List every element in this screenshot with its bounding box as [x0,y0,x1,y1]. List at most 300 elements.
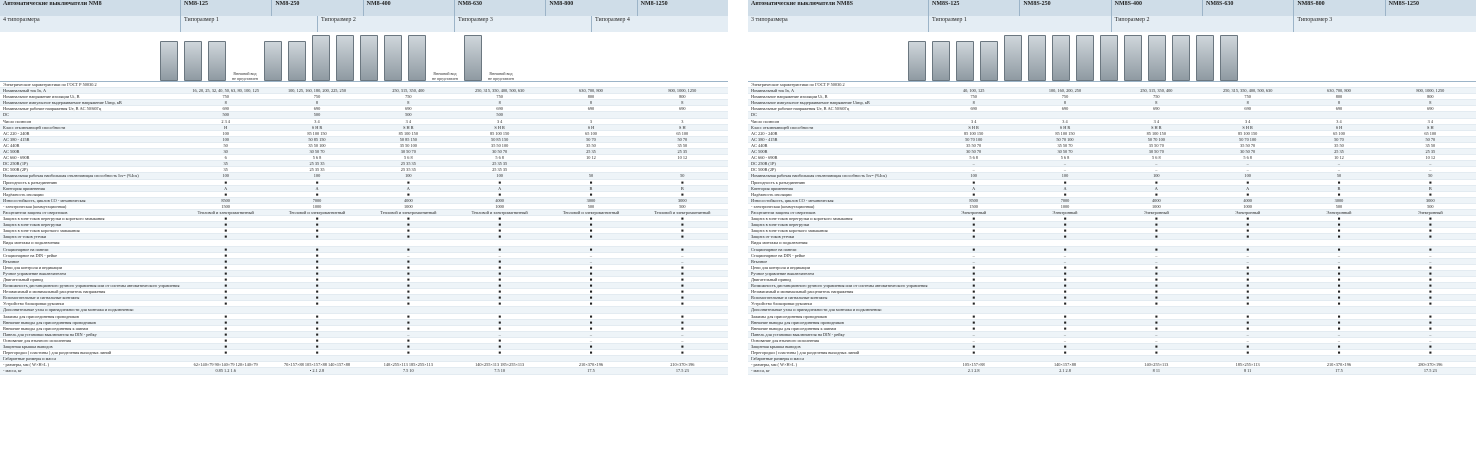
right-title: Автоматические выключатели NM8S [751,1,853,7]
row-value: ■ [1429,270,1432,276]
row-value: ■ [1246,325,1249,331]
row-value [1111,356,1202,361]
row-value [545,82,636,87]
row-value: ■ [1429,234,1432,240]
row-value: ■ [589,289,593,295]
row-value [637,240,728,245]
row-value: – [1429,161,1432,167]
row-label: Втычное [3,258,20,264]
row-value: ■ [1246,289,1249,295]
row-value: ■ [224,350,227,356]
row-label: Цепи для контроля и индикации [3,264,63,270]
row-value [180,82,271,87]
row-value: – [589,337,593,343]
image-note: Внешний вид не представлен [432,71,458,81]
row-value: – [498,252,501,258]
row-value: ■ [589,264,593,270]
right-product-images [748,32,1476,82]
row-label: Номинальные рабочие напряжения Ue, В AC 50/60Гц [751,106,850,112]
row-value [271,307,362,312]
row-value: Электронный [1052,209,1078,215]
row-value: 1500 [221,203,230,209]
row-value: – [1337,252,1341,258]
row-value: ■ [498,277,501,282]
right-header-row [748,0,1476,16]
row-value: 1000 [1152,203,1161,209]
row-value: 250, 315, 350, 400 [392,88,425,94]
row-value: ■ [1063,295,1067,301]
row-value: – [589,258,593,264]
row-value: ■ [224,252,227,258]
row-value: 800, 1000, 1250 [1416,88,1445,94]
row-label: Устройство блокировки рукоятки [751,301,812,307]
row-value: 140×157×88 [1053,362,1077,368]
row-label: AC 220 - 240В [3,130,30,136]
row-label: Габаритные размеры и масса [751,356,805,362]
row-value [1202,82,1293,87]
row-value: 8 [407,100,410,106]
row-value: ■ [224,191,227,197]
row-value: 3 [681,118,684,124]
row-value [637,307,728,312]
row-value [545,112,636,117]
row-value: – [681,252,684,258]
row-value: ■ [589,234,593,240]
row-label: Панель для установки выключателя на DIN - рейку [751,331,845,337]
row-label: - размеры, мм ( W×H×L ) [751,362,798,368]
row-value: 8 [224,100,227,106]
row-label: Номинальное напряжение изоляции Ui, В [751,94,828,100]
row-value: ■ [1155,216,1158,222]
row-value: ■ [589,191,593,197]
row-value: ■ [224,270,227,276]
row-value: ■ [1063,289,1067,295]
row-label: DC 500В (2P) [3,167,28,173]
row-label: Стационарное на панели [3,246,49,252]
row-value: ■ [1429,191,1432,197]
row-label: Число полюсов [3,118,32,124]
row-label: Надёжность изоляции [3,191,44,197]
row-value: A [972,185,976,191]
row-value: H [224,124,228,130]
row-value: ■ [589,283,593,289]
row-label: Двигательный привод [751,277,792,282]
row-value: Тепловой и электромагнитный [380,209,437,215]
row-value: 50 70 100 [1056,136,1074,142]
row-value: 690 [1335,106,1343,112]
row-value: – [681,337,684,343]
row-value: ■ [407,313,410,319]
row-value: 10 12 [1334,155,1344,161]
row-label: Вспомогательные и сигнальные контакты [3,295,80,301]
row-value: ■ [681,191,684,197]
row-value: 30 50 70 [400,149,416,155]
row-value: – [681,258,684,264]
row-value: 25 35 35 [492,161,508,167]
row-value: ■ [681,270,684,276]
breaker-image [360,35,378,81]
row-value: ■ [315,252,319,258]
row-value: ■ [1063,228,1067,234]
row-value: ■ [498,191,501,197]
row-value: 8 11 [1243,368,1252,374]
row-value: ■ [1337,325,1341,331]
row-value: ■ [589,295,593,301]
row-value: – [1337,331,1341,337]
row-value: ■ [1429,344,1432,350]
row-value: ■ [1063,313,1067,319]
row-value: ■ [1063,325,1067,331]
row-value: 17.5 [587,368,595,374]
row-value: – [1246,161,1249,167]
row-label: AC 380 - 415В [751,136,778,142]
row-value: ■ [1429,319,1432,325]
row-value: ■ [1155,301,1158,307]
row-value: ■ [589,246,593,252]
breaker-image [160,41,178,81]
row-value: 3 4 [970,118,977,124]
row-value: 100, 125, 160, 180, 200, 225, 250 [287,88,346,94]
row-value: 30 50 70 [1148,149,1164,155]
row-label: Защита в зоне токов перегрузки и короткого замыкания [3,216,105,222]
row-value [928,82,1019,87]
row-value: 500 [1335,203,1343,209]
row-label: Число полюсов [751,118,780,124]
row-value: 5 6 8 [1152,155,1161,161]
row-value: 800 [587,94,595,100]
row-value: 100 [405,173,412,179]
row-label: Виды монтажа и подключения: [751,240,809,246]
row-value: – [407,252,410,258]
row-value: 50 [680,173,685,179]
row-value: ■ [1337,191,1341,197]
row-value [1019,82,1110,87]
row-value: 25 35 35 [400,167,416,173]
row-value: 50 85 150 [308,136,326,142]
row-value: 690 [1153,106,1160,112]
row-label: - электрическая (коммутационная) [3,203,67,209]
row-value: 1000 [1243,203,1252,209]
row-value: A [224,185,228,191]
row-label: Защита в зоне токов перегрузки [3,222,62,228]
row-value: 1000 [404,203,413,209]
row-value [271,356,362,361]
row-value: 500 [496,112,503,118]
breaker-image [288,41,306,81]
row-label: Категория применения [3,185,45,191]
row-value: ■ [1246,350,1249,356]
row-value: ■ [681,325,684,331]
row-value: 8 [1246,100,1249,106]
row-value: – [1246,331,1249,337]
row-value: ■ [1246,319,1249,325]
row-value: ■ [315,234,319,240]
right-model-5: NM8S-800 [1293,0,1384,16]
row-value: 35 50 70 [1057,142,1073,148]
right-model-3: NM8S-400 [1111,0,1202,16]
row-label: Зажимы для присоединения проводников [3,313,79,319]
row-value: – [1429,252,1432,258]
row-value: ■ [1246,222,1249,228]
row-value: ■ [498,228,501,234]
row-value: S H R [494,124,505,130]
row-value: 1000 [1060,203,1070,209]
row-value [545,356,636,361]
row-value [1293,356,1384,361]
right-model-6: NM8S-1250 [1385,0,1476,16]
row-value: 3 4 [1336,118,1342,124]
row-value: 100 [1244,173,1251,179]
row-value: Электронный [1326,209,1352,215]
row-value: 35 50 100 [308,142,326,148]
right-model-4: NM8S-630 [1202,0,1293,16]
row-label: Пригодность к разъединению [3,179,58,185]
row-value: Тепловой и электромагнитный [562,209,620,215]
row-value: ■ [1337,289,1341,295]
row-value: 3000 [1426,197,1435,203]
left-size-row [0,16,728,32]
row-value: 2.1 2.8 [967,368,980,374]
row-value: 8500 [221,197,230,203]
row-label: Расцепители защиты от сверхтоков [3,209,68,215]
row-value: 3 4 [1244,118,1251,124]
row-value [1111,240,1202,245]
row-value: ■ [972,179,975,185]
row-value: 50 70 [1334,136,1344,142]
row-value: ■ [407,337,410,343]
row-value: 500 [1427,203,1434,209]
row-value: 800 [1335,94,1343,100]
breaker-image [208,41,226,81]
row-value: ■ [407,179,410,185]
row-value: ■ [498,350,501,356]
row-value: – [1155,252,1158,258]
row-value: – [972,167,975,173]
row-value: 750 [1153,94,1160,100]
row-value: ■ [315,283,319,289]
row-value: ■ [407,246,410,252]
row-value: S H R [1242,124,1253,130]
row-value: ■ [681,344,684,350]
row-label: - электрическая (коммутационная) [751,203,815,209]
row-label: Внешние выводы для присоединения к шинам [3,325,89,331]
row-value: ■ [315,325,319,331]
row-value: ■ [224,283,227,289]
left-model-1: NM8-125 [180,0,271,16]
breaker-image [980,41,998,81]
row-value: ■ [972,283,975,289]
row-value: ■ [407,350,410,356]
row-value: ■ [972,319,975,325]
row-value: 690 [496,106,503,112]
row-value: 1000 [312,203,322,209]
row-value: 65 100 [676,130,689,136]
row-value: ■ [972,216,975,222]
row-value: 690 [1244,106,1251,112]
row-value: ■ [1063,277,1067,282]
row-value: – [681,331,684,337]
breaker-image [1052,35,1070,81]
row-label: AC 440В [751,142,768,148]
row-label: - масса, кг [751,368,770,374]
row-value: 800, 1000, 1250 [668,88,697,94]
row-value: 4000 [404,197,413,203]
breaker-image [264,41,282,81]
row-label: Защитная крышка выводов [3,344,53,350]
row-value [637,167,728,172]
row-value: 7.5 10 [494,368,506,374]
row-value: 3000 [586,197,596,203]
row-value: ■ [407,270,410,276]
row-value: ■ [315,246,319,252]
row-label: Защитная крышка выводов [751,344,801,350]
breaker-image [1004,35,1022,81]
row-value: 35 50 70 [966,142,982,148]
row-value: 85 100 150 [489,130,510,136]
row-value: 140×255×113 185×255×113 [383,362,433,368]
row-value: 5 6 8 [1060,155,1070,161]
row-value [454,82,545,87]
row-value: 630, 700, 800 [579,88,603,94]
page-gutter [728,0,748,467]
row-value: ■ [589,228,593,234]
row-value: ■ [589,350,593,356]
row-value: 35 50 [1425,142,1436,148]
row-label: Независимый и минимальный расцепитель напряжения [3,289,106,295]
row-value: 8 [315,100,319,106]
row-value: ■ [1337,301,1341,307]
row-label: Возможность дистанционного ручного управления или от системы автоматического управления [751,283,928,289]
row-value: S H R [1059,124,1071,130]
row-value: Тепловой и электромагнитный [471,209,528,215]
row-value: 750 [222,94,229,100]
right-spec-table [748,82,1476,375]
row-value: S H R [403,124,414,130]
row-value: ■ [1155,179,1158,185]
row-value: ■ [407,216,410,222]
row-value: ■ [407,264,410,270]
row-value: ■ [1337,270,1341,276]
row-value: ■ [589,179,593,185]
row-value: 5 6 8 [312,155,322,161]
row-value: ■ [681,283,684,289]
row-label: Ручное управление выключателем [751,270,814,276]
row-value: ■ [315,319,319,325]
row-value: – [1155,161,1158,167]
row-value [1293,240,1384,245]
row-value: ■ [1246,264,1249,270]
left-spec-table [0,82,728,375]
left-size-4: Типоразмер 4 [591,16,728,32]
row-value: • 2.1 2.8 [309,368,325,374]
breaker-image [184,41,202,81]
row-value [1111,82,1202,87]
row-value: Электронный [961,209,987,215]
row-value: 100 [1061,173,1069,179]
row-value: 210×370×196 [578,362,604,368]
row-value: ■ [1155,325,1158,331]
row-value: 100 [222,173,229,179]
breaker-image [1172,35,1190,81]
row-value: ■ [972,301,975,307]
left-subtitle: 4 типоразмера [3,17,40,23]
row-value: ■ [498,234,501,240]
row-value: ■ [407,277,410,282]
row-value: 85 100 150 [398,130,418,136]
row-value: ■ [589,270,593,276]
row-label: Номинальная рабочая наибольшая отключающая способность Ics= (%Icu) [751,173,887,179]
image-note: Внешний вид не представлен [232,71,258,81]
row-value: ■ [1063,283,1067,289]
row-value: – [1063,331,1067,337]
row-label: Номинальные рабочие напряжения Ue, В AC 50/60Гц [3,106,102,112]
row-value: 16, 20, 25, 32, 40, 50, 63, 80, 100, 125 [192,88,259,94]
row-value: ■ [407,228,410,234]
row-value: Тепловой и электромагнитный [288,209,346,215]
row-value: ■ [224,337,227,343]
row-value: – [1337,337,1341,343]
row-value: ■ [589,325,593,331]
row-value: 35 50 100 [491,142,509,148]
row-value [1202,240,1293,245]
row-value: ■ [589,313,593,319]
row-label: Защита от токов утечки [751,234,795,240]
row-value: 3 4 [1153,118,1159,124]
row-label: Номинальное импульсное выдерживаемое напряжение Uimp, кВ [3,100,122,106]
row-value: ■ [1246,179,1249,185]
row-label: Защита в зоне токов перегрузки и короткого замыкания [751,216,853,222]
row-value: 4000 [1243,197,1252,203]
row-value: 100 [496,173,503,179]
row-label: Категория применения [751,185,793,191]
row-value: 8 [1429,100,1432,106]
row-label: AC 380 - 415В [3,136,30,142]
row-value: ■ [1246,216,1249,222]
row-value: 50 85 150 [399,136,417,142]
row-value: 17.5 23 [675,368,689,374]
row-value: ■ [1429,325,1432,331]
row-value: 35 50 [677,142,688,148]
row-value: – [1246,167,1249,173]
row-label: Двигательный привод [3,277,44,282]
row-value: ■ [498,344,501,350]
row-value: 3000 [1334,197,1344,203]
row-value [1385,356,1476,361]
row-value: 5 6 8 [404,155,413,161]
row-value: 100 [1153,173,1160,179]
row-value: 630, 700, 800 [1327,88,1351,94]
row-label: Номинальная рабочая наибольшая отключающая способность Ics= (%Icu) [3,173,139,179]
row-label: Номинальный ток In, А [3,88,47,94]
row-value: ■ [1429,289,1432,295]
row-value: ■ [315,270,319,276]
breaker-image [336,35,354,81]
row-value [1385,240,1476,245]
row-value [1019,112,1110,117]
row-value: 500 [313,112,321,118]
row-value: 65 100 [1424,130,1437,136]
row-value: 140×255×113 [1144,362,1169,368]
row-value: 35 50 [586,142,596,148]
row-value: ■ [1155,319,1158,325]
row-value: 50 70 [1425,136,1436,142]
row-label: Зажимы для присоединения проводников [751,313,827,319]
row-value: 250, 315, 350, 400 [1140,88,1173,94]
row-value: 690 [970,106,977,112]
row-value: 750 [313,94,321,100]
row-value: 100 [970,173,977,179]
row-value: 62×140×79 90×140×79 120×140×79 [193,362,258,368]
